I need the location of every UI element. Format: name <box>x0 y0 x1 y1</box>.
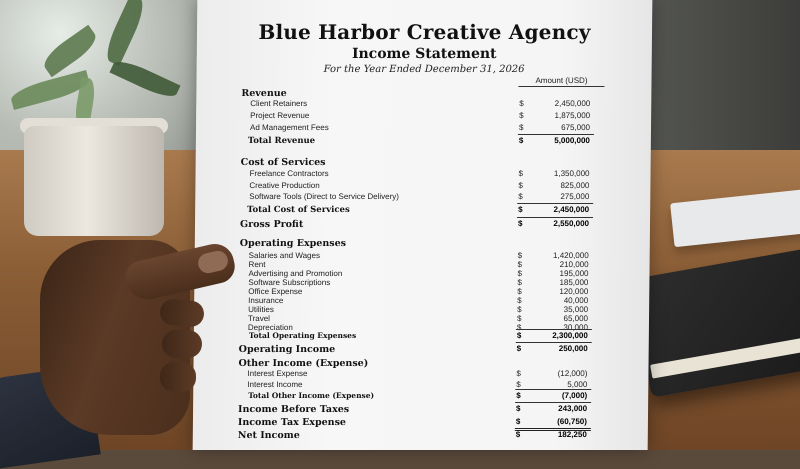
company-name: Blue Harbor Creative Agency <box>258 20 591 44</box>
plant-pot <box>24 126 164 236</box>
currency-symbol: $ <box>516 314 522 323</box>
row-amount: 250,000 <box>558 344 588 353</box>
row-label: Other Income (Expense) <box>238 358 369 369</box>
currency-symbol: $ <box>517 269 522 278</box>
row-label: Interest Expense <box>247 369 308 378</box>
row-label: Rent <box>248 260 266 269</box>
currency-symbol: $ <box>518 169 524 178</box>
row-label: Revenue <box>241 88 287 99</box>
row-label: Total Other Income (Expense) <box>248 391 375 400</box>
total-rule <box>515 389 591 390</box>
row-amount: 2,450,000 <box>553 205 590 214</box>
row-amount: 1,875,000 <box>554 111 591 120</box>
row-label: Project Revenue <box>250 111 310 120</box>
currency-symbol: $ <box>518 136 524 145</box>
row-label: Total Operating Expenses <box>248 331 357 340</box>
row-amount: 275,000 <box>560 192 590 201</box>
statement-row <box>195 169 650 181</box>
row-amount: 35,000 <box>563 305 589 314</box>
row-amount: 185,000 <box>559 278 589 287</box>
statement-row <box>195 238 650 250</box>
row-label: Operating Expenses <box>239 238 347 249</box>
row-label: Interest Income <box>247 380 303 389</box>
row-amount: (60,750) <box>557 417 587 426</box>
currency-symbol: $ <box>515 417 521 426</box>
statement-row <box>194 344 649 356</box>
statement-period: For the Year Ended December 31, 2026 <box>323 64 525 75</box>
currency-symbol: $ <box>519 111 524 120</box>
statement-row <box>196 99 651 111</box>
row-label: Advertising and Promotion <box>248 269 343 278</box>
row-amount: 65,000 <box>563 314 589 323</box>
row-label: Depreciation <box>247 323 293 332</box>
total-rule <box>516 329 592 330</box>
row-amount: 1,420,000 <box>553 251 589 260</box>
row-amount: 5,000 <box>567 380 588 389</box>
income-statement-paper <box>193 0 653 450</box>
row-label: Client Retainers <box>250 99 308 108</box>
currency-symbol: $ <box>519 99 524 108</box>
total-rule <box>516 342 592 343</box>
currency-symbol: $ <box>517 219 523 228</box>
row-label: Travel <box>247 314 271 323</box>
row-amount: 5,000,000 <box>554 136 590 145</box>
row-label: Net Income <box>237 430 300 441</box>
currency-symbol: $ <box>516 331 522 340</box>
currency-symbol: $ <box>517 260 523 269</box>
row-amount: 40,000 <box>563 296 589 305</box>
statement-row <box>193 430 648 442</box>
row-label: Income Before Taxes <box>238 404 350 415</box>
row-amount: 2,300,000 <box>552 331 588 340</box>
row-amount: 675,000 <box>561 123 591 132</box>
row-label: Total Cost of Services <box>247 205 350 215</box>
currency-symbol: $ <box>515 430 521 439</box>
statement-row <box>196 111 651 123</box>
currency-symbol: $ <box>518 205 523 214</box>
currency-symbol: $ <box>517 251 523 260</box>
row-label: Creative Production <box>249 181 320 190</box>
total-rule <box>518 134 594 135</box>
row-amount: 825,000 <box>560 181 590 190</box>
currency-symbol: $ <box>516 323 522 332</box>
row-amount: 210,000 <box>559 260 589 269</box>
currency-symbol: $ <box>516 391 521 400</box>
row-amount: 1,350,000 <box>553 169 590 178</box>
finger <box>162 330 202 358</box>
total-rule <box>517 217 593 218</box>
total-rule <box>515 402 591 403</box>
row-label: Cost of Services <box>240 157 326 168</box>
row-amount: (12,000) <box>557 369 588 378</box>
statement-title: Income Statement <box>351 46 497 62</box>
currency-symbol: $ <box>516 380 521 389</box>
row-amount: 2,450,000 <box>554 99 591 108</box>
row-label: Freelance Contractors <box>249 169 329 178</box>
row-amount: (7,000) <box>561 391 588 400</box>
row-label: Office Expense <box>248 287 303 296</box>
currency-symbol: $ <box>518 123 524 132</box>
row-label: Total Revenue <box>247 136 316 146</box>
currency-symbol: $ <box>517 278 522 287</box>
currency-symbol: $ <box>517 305 522 314</box>
statement-row <box>195 205 650 217</box>
currency-symbol: $ <box>518 181 523 190</box>
total-rule <box>517 203 593 204</box>
row-amount: 243,000 <box>558 404 588 413</box>
row-label: Gross Profit <box>239 219 304 230</box>
row-amount: 2,550,000 <box>553 219 590 228</box>
row-label: Insurance <box>248 296 284 305</box>
row-label: Income Tax Expense <box>237 417 347 428</box>
row-label: Salaries and Wages <box>248 251 321 260</box>
row-label: Software Tools (Direct to Service Delivery) <box>249 192 400 201</box>
row-amount: 195,000 <box>559 269 589 278</box>
currency-symbol: $ <box>516 404 521 413</box>
currency-symbol: $ <box>516 344 522 353</box>
finger <box>159 298 205 328</box>
statement-row <box>196 157 651 169</box>
row-label: Utilities <box>248 305 274 314</box>
statement-row <box>196 136 651 148</box>
currency-symbol: $ <box>517 287 522 296</box>
row-label: Ad Management Fees <box>249 123 329 132</box>
statement-row <box>195 219 650 231</box>
finger <box>160 362 196 392</box>
row-label: Operating Income <box>238 344 336 355</box>
row-amount: 120,000 <box>559 287 589 296</box>
row-amount: 182,250 <box>557 430 587 439</box>
currency-symbol: $ <box>517 296 522 305</box>
row-label: Software Subscriptions <box>248 278 331 287</box>
currency-symbol: $ <box>516 369 521 378</box>
currency-symbol: $ <box>518 192 523 201</box>
statement-row <box>193 404 648 416</box>
row-amount: 30,000 <box>563 323 588 332</box>
amount-column-header: Amount (USD) <box>518 76 604 87</box>
